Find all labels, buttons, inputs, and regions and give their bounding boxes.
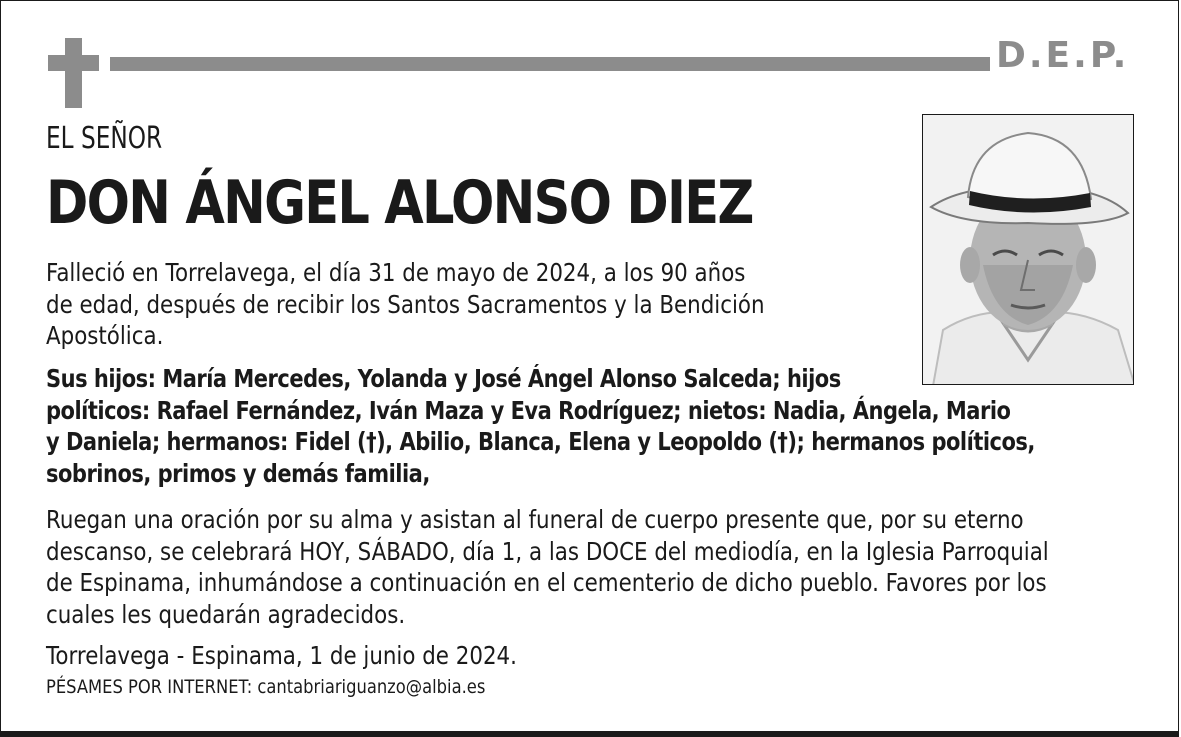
condolences-line: PÉSAMES POR INTERNET: cantabriariguanzo@albia.es	[46, 676, 486, 698]
dep-label: D.E.P.	[996, 35, 1130, 76]
family-paragraph: Sus hijos: María Mercedes, Yolanda y José Ángel Alonso Salceda; hijos políticos: Rafael Fernández, Iván Maza y Eva Rodríguez; nietos: Nadia, Ángela, Mario y Daniela; hermanos: Fidel (†), Abilio, Blanca, Elena y Leopoldo (†); hermanos políticos, sobrinos, primos y demás familia,	[46, 364, 1035, 488]
deceased-name: DON ÁNGEL ALONSO DIEZ	[46, 168, 753, 238]
funeral-request-paragraph: Ruegan una oración por su alma y asistan al funeral de cuerpo presente que, por su eterno descanso, se celebrará HOY, SÁBADO, día 1, a las DOCE del mediodía, en la Iglesia Parroquial de Espinama, inhumándose a continuación en el cementerio de dicho pueblo. Favores por los cuales les quedarán agradecidos.	[46, 505, 1049, 629]
cross-icon-bar	[48, 55, 99, 71]
place-date-line: Torrelavega - Espinama, 1 de junio de 2024.	[46, 641, 517, 670]
portrait-photo	[922, 114, 1134, 385]
death-notice-paragraph: Falleció en Torrelavega, el día 31 de mayo de 2024, a los 90 años de edad, después de recibir los Santos Sacramentos y la Bendición Apostólica.	[46, 258, 765, 350]
portrait-image	[923, 115, 1134, 385]
cross-icon	[65, 38, 82, 108]
header-rule	[110, 57, 990, 71]
honorific: EL SEÑOR	[46, 121, 163, 156]
